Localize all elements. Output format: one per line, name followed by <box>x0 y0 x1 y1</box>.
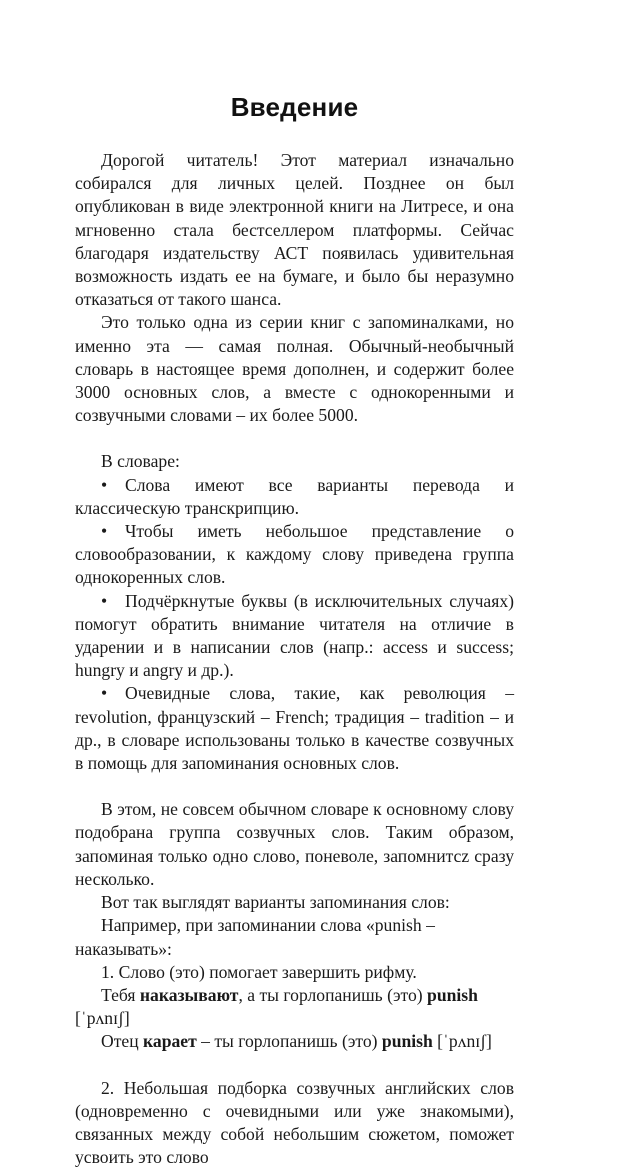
bullet-item-4 <box>75 682 514 775</box>
intro-paragraph-2: Это только одна из серии книг с запоминалками, но именно эта — самая полная. Обычный-необычный словарь в настоящее время дополнен, и содержит более 3000 основных слов, а вместе с однокоренными и созвучными словами – их более 5000. <box>75 312 514 426</box>
bullet-text: Слова имеют все варианты перевода и классическую транскрипцию. <box>75 474 514 518</box>
bullet-text: Подчёркнутые буквы (в исключительных случаях) помогут обратить внимание читателя на отличие в ударении и в написании слов (напр.: access и success; hungry и angry и др.). <box>75 590 514 681</box>
example-text: Отец <box>101 1031 144 1052</box>
bullet-icon: • <box>101 521 108 542</box>
bullet-item-1 <box>75 474 514 520</box>
rhyme-example-1 <box>75 984 514 1030</box>
example-text: Тебя <box>101 984 140 1005</box>
section2-paragraph-3: Например, при запоминании слова «punish – наказывать»: <box>75 915 435 959</box>
spacer <box>75 1054 514 1077</box>
bullet-text: Чтобы иметь небольшое представление о словообразовании, к каждому слову приведена группа однокоренных слов. <box>75 521 514 588</box>
section2-paragraph-2: Вот так выглядят варианты запоминания слов: <box>101 892 450 913</box>
example-text: , а ты горлопанишь (это) <box>238 984 428 1005</box>
spacer <box>75 427 514 450</box>
example-english-word: punish <box>427 984 478 1005</box>
section2-paragraph-1: В этом, не совсем обычном словаре к основному слову подобрана группа созвучных слов. Таким образом, запоминая только одно слово, поневоле, запомнитсz сразу несколько. <box>75 799 514 889</box>
rhyme-example-2 <box>75 1030 514 1053</box>
bullet-icon: • <box>101 683 108 704</box>
intro-paragraph-1: Дорогой читатель! Этот материал изначально собирался для личных целей. Позднее он был опубликован в виде электронной книги на Литресе, и она мгновенно стала бестселлером платформы. Сейчас благодаря издательству АСТ появилась удивительная возможность издать ее на бумаге, и было бы неразумно отказаться от такого шанса. <box>75 150 514 310</box>
page-title: Введение <box>230 92 359 122</box>
section2-paragraph-4: 1. Слово (это) помогает завершить рифму. <box>101 961 417 982</box>
bullet-text: Очевидные слова, такие, как революция – revolution, французский – French; традиция – tradition – и др., в словаре использованы только в качестве созвучных в помощь для запоминания основных слов. <box>75 683 514 774</box>
example-bold-word: карает <box>143 1031 197 1052</box>
bullet-icon: • <box>101 590 108 611</box>
list-heading: В словаре: <box>101 451 180 472</box>
spacer <box>75 775 514 798</box>
example-transcription: [ˈpʌnɪʃ] <box>432 1031 492 1052</box>
section3-paragraph: 2. Небольшая подборка созвучных английских слов (одновременно с очевидными или уже знакомыми), связанных между собой небольшим сюжетом, поможет усвоить это слово <box>75 1077 514 1168</box>
example-transcription: [ˈpʌnɪʃ] <box>75 1008 130 1029</box>
bullet-item-2 <box>75 520 514 590</box>
example-english-word: punish <box>381 1031 433 1052</box>
example-bold-word: наказывают <box>139 984 239 1005</box>
example-text: – ты горлопанишь (это) <box>196 1031 382 1052</box>
bullet-icon: • <box>101 474 108 495</box>
bullet-item-3 <box>75 590 514 683</box>
